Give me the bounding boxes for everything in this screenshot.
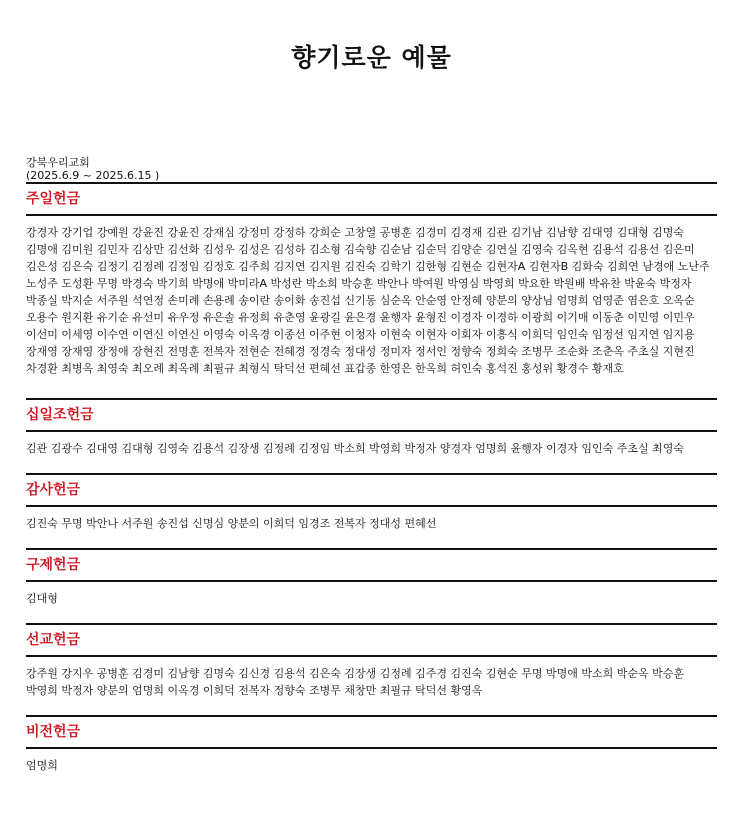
section-names-relief: 김대형 <box>26 592 58 605</box>
section-names-vision: 엄명희 <box>26 759 58 772</box>
section-names-tithe: 김관 김광수 김대영 김대형 김영숙 김용석 김장생 김정례 김정임 박소희 박영희 박정자 양경자 엄명희 윤행자 이경자 임인숙 주초실 최영숙 <box>26 442 684 455</box>
section-names-mission: 강주원 강지우 공병훈 김경미 김남향 김명숙 김신경 김용석 김은숙 김장생 김정례 김주경 김진숙 김현순 무명 박명애 박소희 박순옥 박승훈 박영희 박정자 양분의 엄명희 이옥경 이희덕 전복자 정향숙 조병무 채창만 최필규 탁덕선 황영옥 <box>26 667 684 697</box>
section-names-thanksgiving: 김진숙 무명 박안나 서주원 송진섭 신명심 양분의 이희덕 임경조 전복자 정대성 편혜선 <box>26 517 437 530</box>
section-heading-sunday: 주일헌금 <box>26 191 81 207</box>
section-heading-vision: 비전헌금 <box>26 724 81 740</box>
offering-period: (2025.6.9 ~ 2025.6.15 ) <box>26 169 160 182</box>
section-heading-thanksgiving: 감사헌금 <box>26 482 81 498</box>
section-heading-relief: 구제헌금 <box>26 557 81 573</box>
document-title: 향기로운 예물 <box>291 43 452 72</box>
section-heading-tithe: 십일조헌금 <box>26 407 94 423</box>
section-heading-mission: 선교헌금 <box>26 632 81 648</box>
section-names-sunday: 강경자 강기업 강예원 강윤진 강윤진 강재심 강정미 강정하 강희순 고창열 공병훈 김경미 김경재 김관 김기남 김남향 김대영 김대형 김명숙 김명애 김미원 김민자 김상만 김선화 김성우 김성은 김성하 김소형 김숙향 김순남 김순덕 김양순 김연실 김영숙 김옥현 김용석 김용선 김은미 김은성 김은숙 김정기 김정례 김정임 김정호 김주희 김지연 김지원 김진숙 김학기 김한형 김현순 김현자A 김현자B 김화숙 김희연 남경애 노난주 노성주 도성환 무명 박경숙 박기희 박명애 박미라A 박성란 박소희 박승훈 박안나 박여원 박영심 박영희 박요한 박원배 박유찬 박윤숙 박정자 박종실 박지순 서주원 석연정 손미례 손용례 송이란 송이화 송진섭 신기동 심순옥 안순영 안정혜 양분의 양상님 엄명희 엄영준 염은호 오옥순 오용수 원지환 유기순 유선미 유우정 유은솔 유정희 유춘영 윤광길 윤은경 윤행자 윤형진 이경자 이경하 이광희 이기매 이동춘 이민영 이민우 이선미 이세영 이수연 이연신 이연신 이영숙 이옥경 이종선 이주현 이청자 이현숙 이현자 이회자 이흥식 이희덕 임인숙 임정선 임지연 임지용 장재영 장재영 장정애 장현진 전명훈 전복자 전현순 전혜경 정경숙 정대성 정미자 정서인 정향숙 정희숙 조병무 조순화 조춘옥 주초실 지현진 차경환 최병옥 최영숙 최오례 최옥례 최필규 최형식 탁덕선 편혜선 표갑종 한영은 한옥희 허인숙 홍석진 홍성위 황경수 황재호 <box>26 226 710 375</box>
offering-document <box>26 0 717 774</box>
church-name: 강북우리교회 <box>26 156 90 169</box>
